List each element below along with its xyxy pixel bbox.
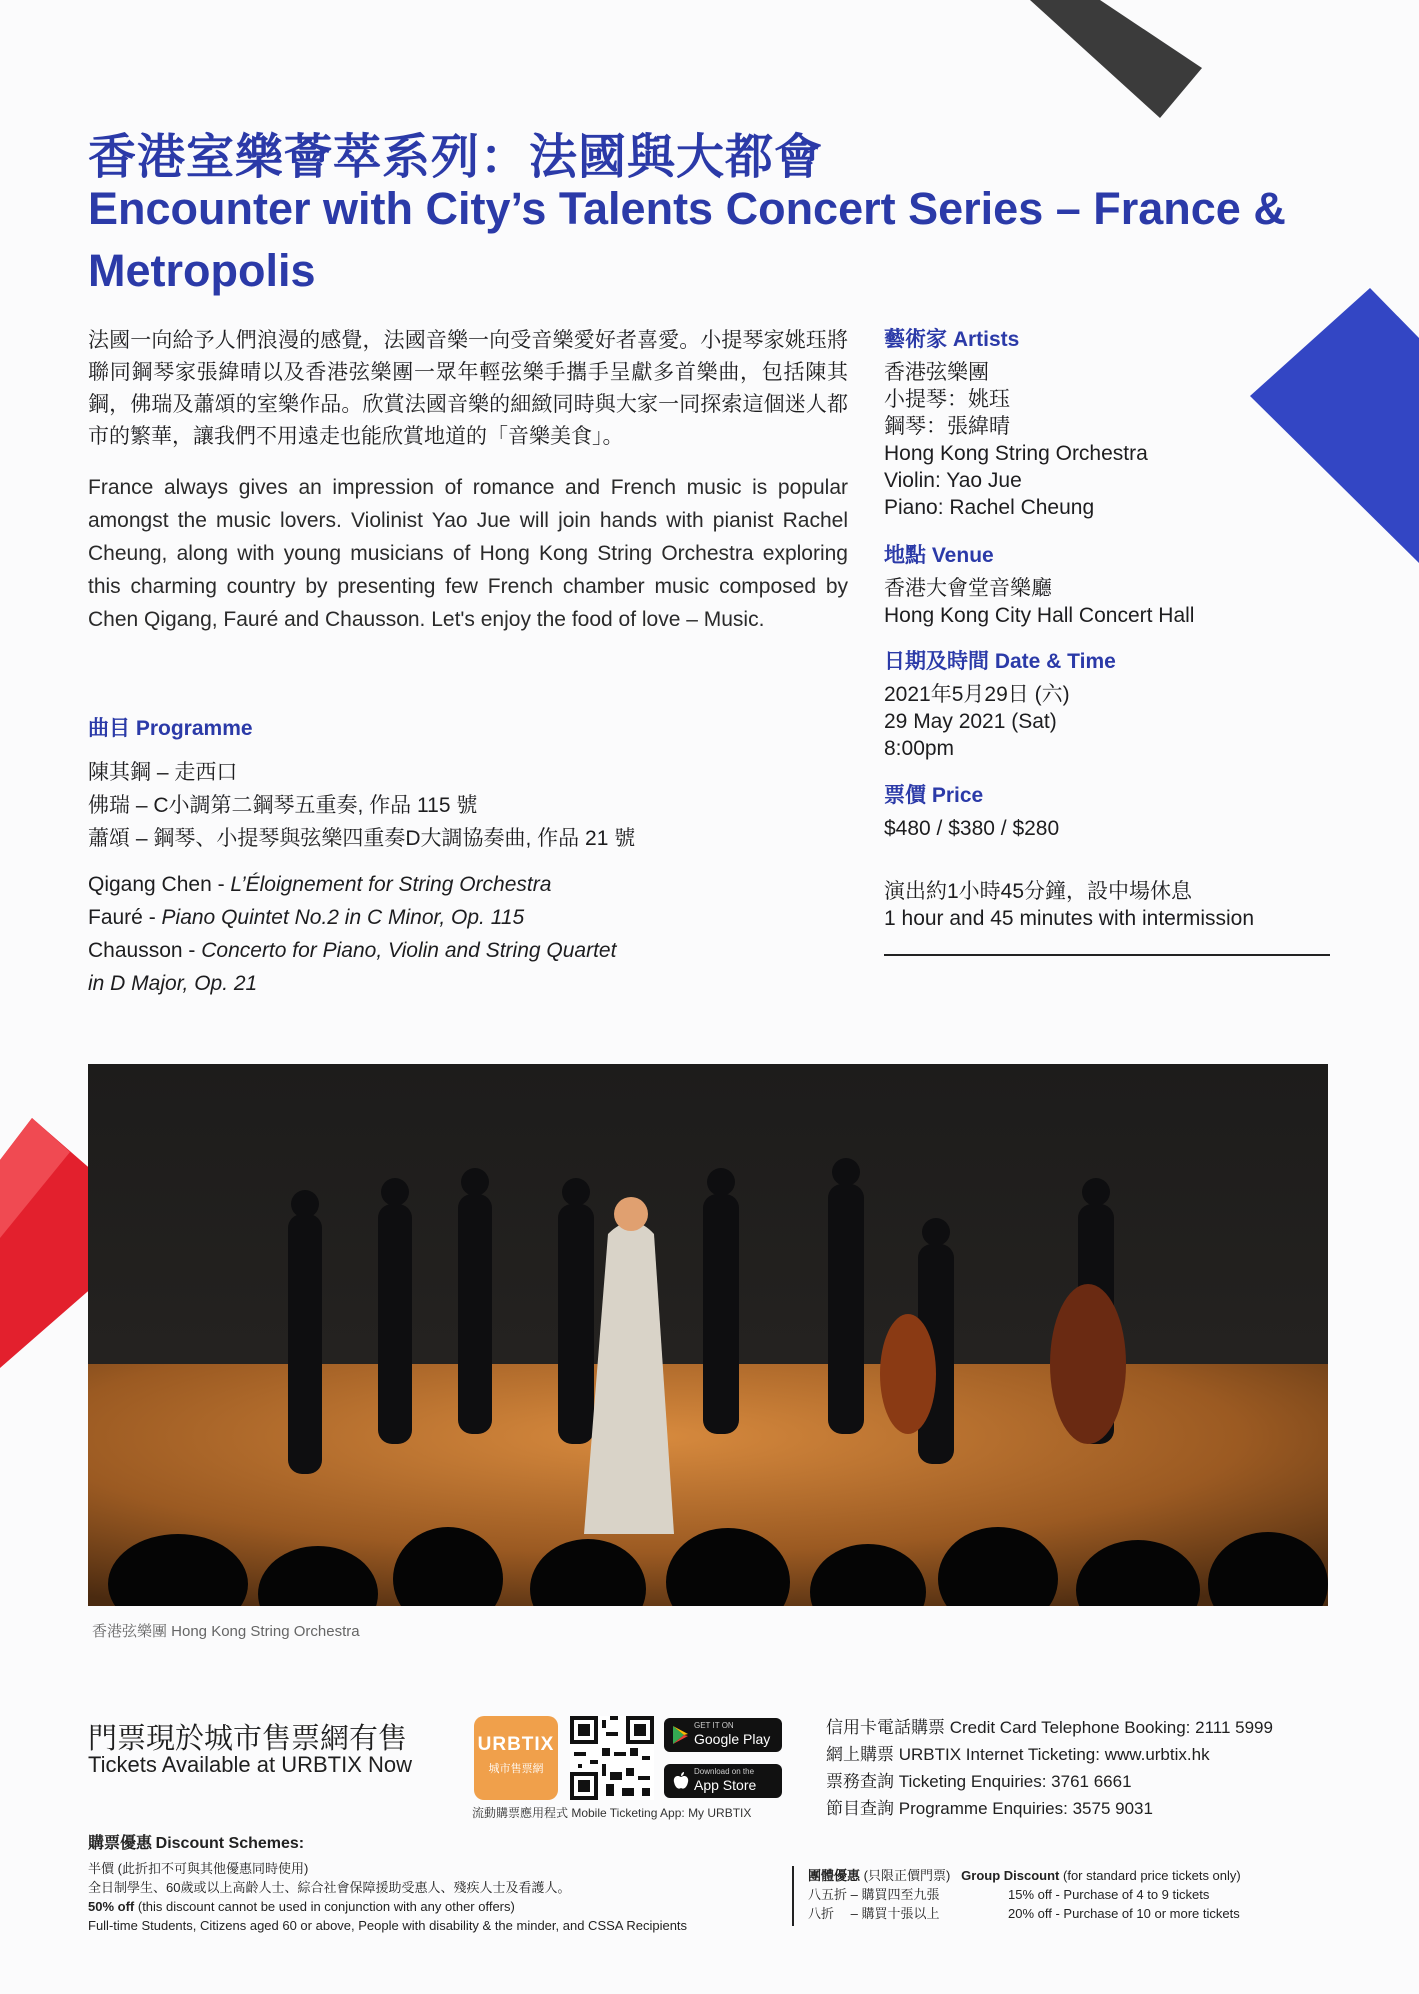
photo-caption: 香港弦樂團 Hong Kong String Orchestra (92, 1623, 360, 1640)
composer: Chausson - (88, 939, 202, 962)
artist-line: 小提琴：姚珏 (884, 388, 1010, 411)
work-title: in D Major, Op. 21 (88, 972, 258, 995)
title-english: Encounter with City’s Talents Concert Series – France & Metropolis (88, 183, 1286, 296)
tickets-heading-chinese: 門票現於城市售票網有售 (88, 1723, 408, 1755)
composer: Qigang Chen - (88, 873, 231, 896)
work-title: L’Éloignement for String Orchestra (230, 873, 552, 896)
group-divider (792, 1866, 794, 1926)
intro-english: France always gives an impression of romance and French music is popular amongst the music lovers. Violinist Yao Jue will join hands with pianist Rachel Cheung, along with young musicians of Hong Kong String Orchestra exploring this charming country by presenting few French chamber music composed by Chen Qigang, Fauré and Chausson. Let's enjoy the food of love – Music. (88, 476, 848, 631)
datetime-heading: 日期及時間 Date & Time (884, 650, 1116, 673)
work-title: Piano Quintet No.2 in C Minor, Op. 115 (161, 906, 525, 929)
price-value: $480 / $380 / $280 (884, 817, 1060, 840)
price-heading: 票價 Price (884, 784, 984, 807)
google-play-small-text: GET IT ON (694, 1721, 734, 1730)
programme-list-english (88, 868, 616, 1000)
venue-line: 香港大會堂音樂廳 (884, 577, 1052, 600)
qr-code-icon[interactable] (570, 1716, 654, 1800)
discount-heading: 購票優惠 Discount Schemes: (88, 1835, 305, 1852)
composer: Fauré - (88, 906, 162, 929)
contact-item: 節目查詢 Programme Enquiries: 3575 9031 (826, 1799, 1153, 1818)
divider-rule (884, 954, 1330, 956)
datetime-line: 2021年5月29日 (六) (884, 683, 1070, 706)
group-heading: 團體優惠 (只限正價門票) Group Discount (for standard price tickets only) (808, 1868, 1241, 1883)
artists-heading: 藝術家 Artists (884, 328, 1020, 351)
programme-list-chinese (88, 756, 635, 855)
decor-gray-bar (1010, 0, 1210, 120)
app-store-label: App Store (694, 1777, 757, 1793)
title-chinese: 香港室樂薈萃系列：法國與大都會 (88, 131, 824, 184)
mobile-app-note: 流動購票應用程式 Mobile Ticketing App: My URBTIX (472, 1806, 752, 1820)
discount-schemes (88, 1834, 687, 1935)
urbtix-logo[interactable] (474, 1716, 558, 1800)
orchestra-photo (88, 1064, 1328, 1606)
artist-line: 鋼琴：張緯晴 (884, 415, 1010, 438)
contact-list (826, 1714, 1273, 1822)
programme-item (88, 868, 616, 901)
programme-item: 陳其鋼 – 走西口 (88, 761, 238, 784)
half-price-chinese: 半價 (此折扣不可與其他優惠同時使用) (88, 1861, 309, 1876)
google-play-badge[interactable] (664, 1718, 782, 1752)
duration-english: 1 hour and 45 minutes with intermission (884, 907, 1255, 930)
group-row: 八折 – 購買十張以上 20% off - Purchase of 10 or more tickets (808, 1906, 1240, 1921)
artist-line: 香港弦樂團 (884, 361, 989, 384)
urbtix-logo-subtext: 城市售票網 (488, 1763, 544, 1775)
app-store-badge[interactable] (664, 1764, 782, 1798)
duration-section (884, 878, 1344, 932)
contact-item: 票務查詢 Ticketing Enquiries: 3761 6661 (826, 1772, 1132, 1791)
google-play-icon (672, 1725, 690, 1745)
eligibility-chinese: 全日制學生、60歲或以上高齡人士、綜合社會保障援助受惠人、殘疾人士及看護人。 (88, 1880, 571, 1895)
artist-line: Piano: Rachel Cheung (884, 496, 1095, 519)
group-discount (808, 1866, 1241, 1923)
programme-item: 蕭頌 – 鋼琴、小提琴與弦樂四重奏D大調協奏曲, 作品 21 號 (88, 827, 636, 850)
artists-section (884, 326, 1344, 521)
venue-section (884, 542, 1344, 629)
app-store-small-text: Download on the (694, 1767, 755, 1776)
tickets-heading-english: Tickets Available at URBTIX Now (88, 1752, 413, 1777)
google-play-label: Google Play (694, 1731, 771, 1747)
urbtix-logo-text: URBTIX (477, 1734, 555, 1755)
intro-chinese: 法國一向給予人們浪漫的感覺，法國音樂一向受音樂愛好者喜愛。小提琴家姚珏將聯同鋼琴家張緯晴以及香港弦樂團一眾年輕弦樂手攜手呈獻多首樂曲，包括陳其鋼，佛瑞及蕭頌的室樂作品。欣賞法國音樂的細緻同時與大家一同探索這個迷人都市的繁華，讓我們不用遠走也能欣賞地道的「音樂美食」。 (88, 329, 848, 448)
contact-item: 信用卡電話購票 Credit Card Telephone Booking: 2111 5999 (826, 1718, 1273, 1737)
programme-item (88, 934, 616, 967)
eligibility-english: Full-time Students, Citizens aged 60 or above, People with disability & the minder, and CSSA Recipients (88, 1918, 688, 1933)
datetime-section (884, 648, 1344, 762)
duration-chinese: 演出約1小時45分鐘，設中場休息 (884, 880, 1193, 903)
programme-heading: 曲目 Programme (88, 717, 253, 740)
group-row: 八五折 – 購買四至九張 15% off - Purchase of 4 to 9 tickets (808, 1887, 1210, 1902)
programme-item (88, 901, 616, 934)
datetime-line: 8:00pm (884, 737, 955, 760)
venue-line: Hong Kong City Hall Concert Hall (884, 604, 1195, 627)
programme-item: 佛瑞 – C小調第二鋼琴五重奏, 作品 115 號 (88, 794, 478, 817)
artist-line: Hong Kong String Orchestra (884, 442, 1148, 465)
apple-icon (672, 1771, 690, 1791)
work-title: Concerto for Piano, Violin and String Quartet (201, 939, 617, 962)
price-section (884, 782, 1344, 842)
programme-item (88, 967, 616, 1000)
artist-line: Violin: Yao Jue (884, 469, 1022, 492)
half-price-english: 50% off (this discount cannot be used in conjunction with any other offers) (88, 1899, 515, 1914)
contact-item: 網上購票 URBTIX Internet Ticketing: www.urbtix.hk (826, 1745, 1210, 1764)
datetime-line: 29 May 2021 (Sat) (884, 710, 1057, 733)
venue-heading: 地點 Venue (884, 544, 994, 567)
